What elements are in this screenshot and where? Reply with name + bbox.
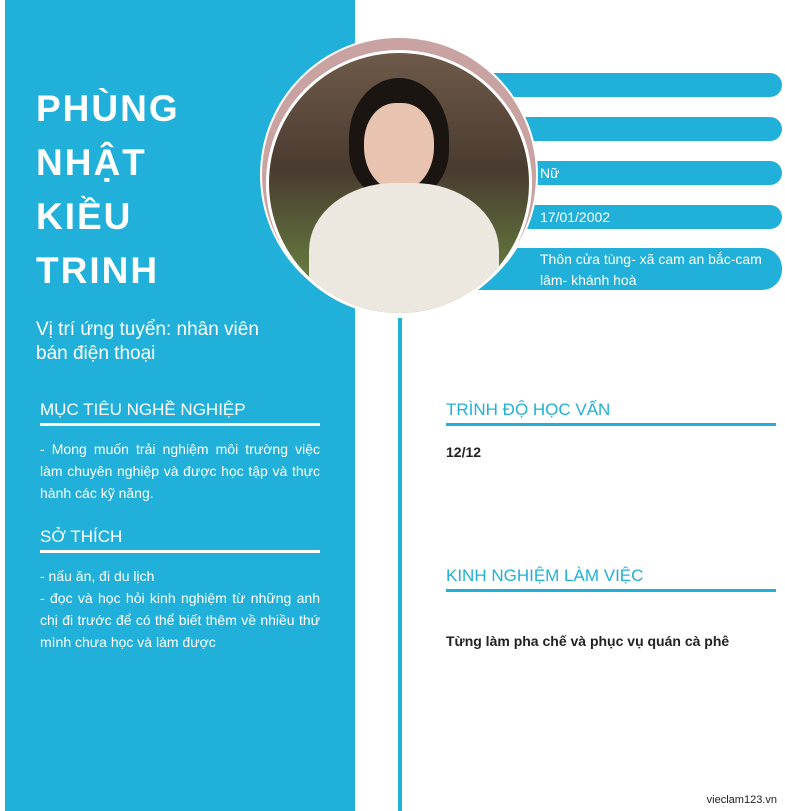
education-text: 12/12 [446, 444, 482, 460]
career-goal-text: - Mong muốn trải nghiệm môi trường việc làm chuyên nghiệp và được học tập và thực hành các kỹ năng. [40, 441, 320, 501]
candidate-name [36, 82, 236, 298]
phone-pill [470, 73, 782, 97]
name-line: KIỀU [36, 196, 133, 237]
hobby-item: - nấu ăn, đi du lịch [40, 568, 155, 584]
desired-position: Vị trí ứng tuyển: nhân viên bán điện thoại [36, 319, 259, 364]
photo-body [309, 183, 499, 316]
profile-photo [266, 50, 532, 316]
birthdate-pill: 17/01/2002 [470, 205, 782, 229]
experience-text: Từng làm pha chế và phục vụ quán cà phê [446, 633, 730, 649]
hobbies-list [40, 565, 320, 653]
education-title: TRÌNH ĐỘ HỌC VẤN [446, 400, 776, 426]
career-goal-title: MỤC TIÊU NGHỀ NGHIỆP [40, 400, 320, 426]
hobbies-title: SỞ THÍCH [40, 527, 320, 553]
photo-face [364, 103, 434, 191]
address-pill: Thôn cửa tùng- xã cam an bắc-cam lâm- khánh hoà [470, 248, 782, 290]
name-line: TRINH [36, 250, 160, 291]
name-line: PHÙNG [36, 88, 180, 129]
timeline-line [398, 318, 402, 811]
gender-pill: Nữ [470, 161, 782, 185]
hobby-item: - đọc và học hỏi kinh nghiệm từ những anh chị đi trước để có thể biết thêm về nhiều thứ mình chưa học và làm được [40, 590, 320, 650]
watermark: vieclam123.vn [706, 794, 777, 806]
name-line: NHẬT [36, 142, 147, 183]
experience-title: KINH NGHIỆM LÀM VIỆC [446, 566, 776, 592]
